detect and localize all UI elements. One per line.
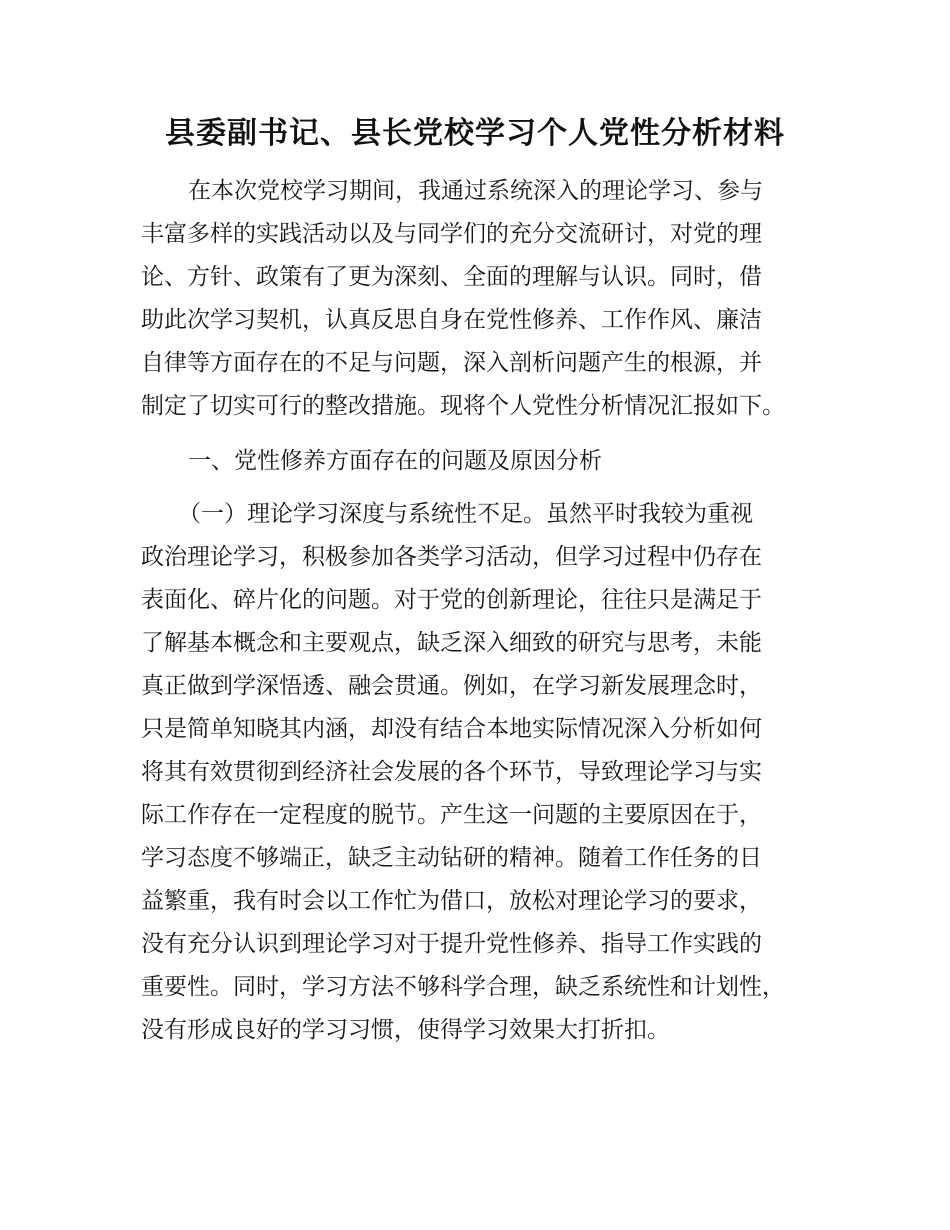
- section-heading: 一、党性修养方面存在的问题及原因分析: [188, 448, 602, 474]
- paragraph-line: 了解基本概念和主要观点，缺乏深入细致的研究与思考，未能: [141, 630, 762, 656]
- paragraph-line: 在本次党校学习期间，我通过系统深入的理论学习、参与: [188, 178, 763, 204]
- paragraph-line: 没有充分认识到理论学习对于提升党性修养、指导工作实践的: [141, 931, 762, 957]
- subsection-heading-line: （一）理论学习深度与系统性不足。虽然平时我较为重视: [178, 501, 753, 527]
- paragraph-line: 制定了切实可行的整改措施。现将个人党性分析情况汇报如下。: [141, 393, 785, 419]
- paragraph-line: 自律等方面存在的不足与问题，深入剖析问题产生的根源，并: [141, 350, 762, 376]
- paragraph-line: 学习态度不够端正，缺乏主动钻研的精神。随着工作任务的日: [141, 845, 762, 871]
- paragraph-line: 将其有效贯彻到经济社会发展的各个环节，导致理论学习与实: [141, 759, 762, 785]
- document-title: 县委副书记、县长党校学习个人党性分析材料: [165, 116, 785, 151]
- paragraph-line: 政治理论学习，积极参加各类学习活动，但学习过程中仍存在: [141, 544, 762, 570]
- paragraph-line: 没有形成良好的学习习惯，使得学习效果大打折扣。: [141, 1017, 670, 1043]
- paragraph-line: 际工作存在一定程度的脱节。产生这一问题的主要原因在于，: [141, 802, 762, 828]
- paragraph-line: 丰富多样的实践活动以及与同学们的充分交流研讨，对党的理: [141, 221, 762, 247]
- paragraph-line: 重要性。同时，学习方法不够科学合理，缺乏系统性和计划性，: [141, 974, 785, 1000]
- paragraph-line: 表面化、碎片化的问题。对于党的创新理论，往往只是满足于: [141, 587, 762, 613]
- paragraph-line: 助此次学习契机，认真反思自身在党性修养、工作作风、廉洁: [141, 307, 762, 333]
- paragraph-line: 益繁重，我有时会以工作忙为借口，放松对理论学习的要求，: [141, 888, 762, 914]
- paragraph-line: 论、方针、政策有了更为深刻、全面的理解与认识。同时，借: [141, 264, 762, 290]
- paragraph-line: 只是简单知晓其内涵，却没有结合本地实际情况深入分析如何: [141, 716, 762, 742]
- paragraph-line: 真正做到学深悟透、融会贯通。例如，在学习新发展理念时，: [141, 673, 762, 699]
